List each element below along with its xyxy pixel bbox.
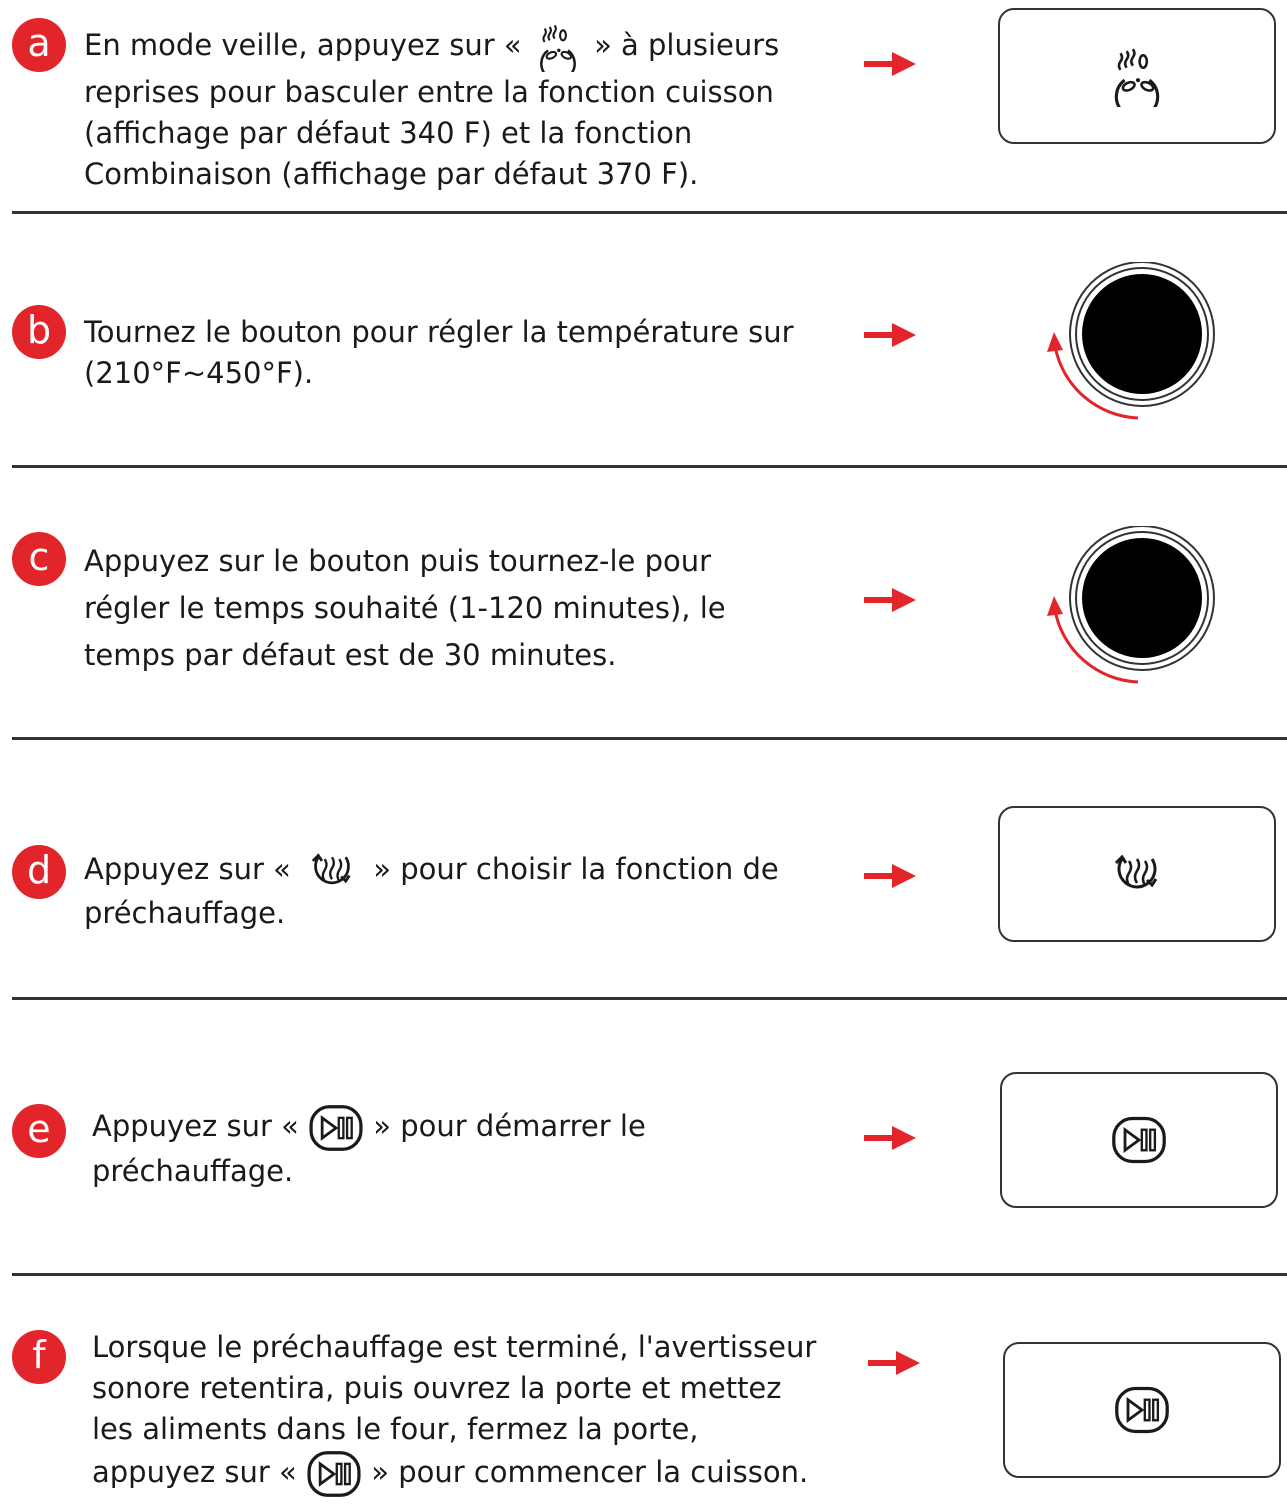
step-instruction: Appuyez sur le bouton puis tournez-le pour régler le temps souhaité (1-120 minutes), le temps par défaut est de 30 minutes. [84,544,726,672]
play-pause-icon [306,1450,362,1498]
arrow-right-icon [862,50,918,78]
instruction-text-start: Appuyez sur « [92,1109,299,1143]
arrow-right-icon [862,1124,918,1152]
preheat-icon [1102,849,1172,899]
instruction-text-start: Appuyez sur « [84,852,291,886]
step-instruction: Tournez le bouton pour régler la température sur (210°F~450°F). [84,315,794,390]
fan-heat-icon [1106,45,1168,107]
play-pause-icon [308,1104,364,1152]
section-divider [12,465,1287,468]
step-instruction [84,22,804,195]
step-instruction [92,1327,822,1498]
section-divider [12,1273,1287,1276]
preheat-icon [300,848,364,894]
instruction-text-end: » pour commencer la cuisson. [371,1455,809,1489]
arrow-right-icon [866,1349,922,1377]
instruction-text-end: » à plusieurs reprises pour basculer entre la fonction cuisson (affichage par défaut 340 F) et la fonction Combinaison (affichage par défaut 370 F). [84,28,780,191]
preheat-button[interactable] [998,806,1276,942]
start-pause-button[interactable] [1000,1072,1278,1208]
step-letter-badge: a [12,18,66,72]
start-pause-button[interactable] [1003,1342,1281,1478]
step-instruction [92,1104,812,1190]
step-letter-badge: d [12,845,66,899]
step-letter-badge: b [12,305,66,359]
arrow-right-icon [862,862,918,890]
rotary-knob[interactable] [1030,526,1230,696]
instruction-text-start: Lorsque le préchauffage est terminé, l'avertisseur sonore retentira, puis ouvrez la porte et mettez les aliments dans le four, fermez la porte, appuyez sur « [92,1330,817,1489]
play-pause-icon [1114,1385,1170,1435]
section-divider [12,997,1287,1000]
section-divider [12,737,1287,740]
rotary-knob[interactable] [1030,262,1230,432]
play-pause-icon [1111,1115,1167,1165]
arrow-right-icon [862,586,918,614]
instruction-text-end: » pour choisir la fonction de préchauffage. [84,852,779,930]
step-letter-badge: f [12,1330,66,1384]
instruction-text-start: En mode veille, appuyez sur « [84,28,522,62]
step-letter-badge: c [12,532,66,586]
step-letter-badge: e [12,1104,66,1158]
fan-heat-icon [531,22,585,72]
section-divider [12,211,1287,214]
step-instruction [84,848,804,932]
instruction-text-end: » pour démarrer le préchauffage. [92,1109,646,1188]
fan-function-button[interactable] [998,8,1276,144]
arrow-right-icon [862,321,918,349]
